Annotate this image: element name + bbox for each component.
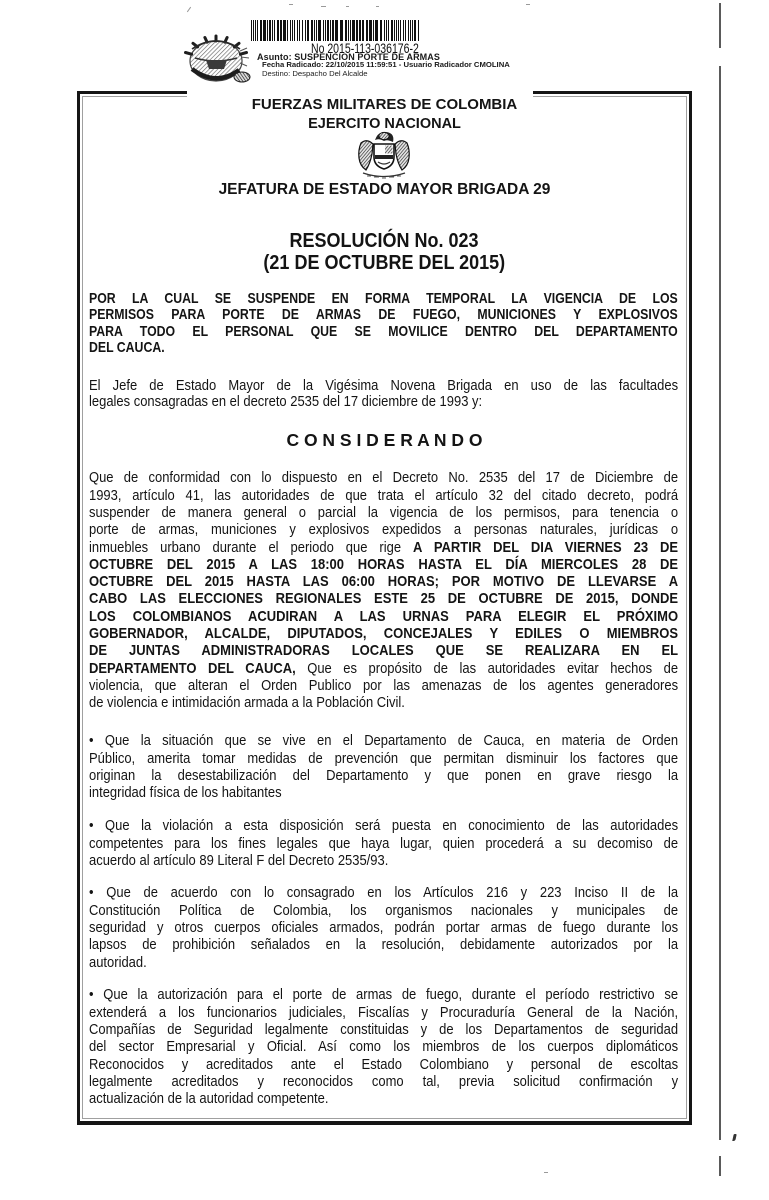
text-line [89,539,678,556]
barcode-bar [280,20,282,41]
scan-mark [187,7,191,12]
barcode-bar [269,20,271,41]
text-line: Constitución Política de Colombia, los organismos nacionales y municipales de [89,901,679,919]
barcode-bar [340,20,343,41]
barcode-bar [251,20,252,41]
barcode-bar [352,20,355,41]
frame-top-left [77,91,187,94]
institution-heading: FUERZAS MILITARES DE COLOMBIA [251,96,518,113]
unit-heading: JEFATURA DE ESTADO MAYOR BRIGADA 29 [218,181,551,198]
text-line [89,642,678,659]
barcode-bar [316,20,317,41]
barcode-bar [386,20,387,41]
stamp-filing-date: Fecha Radicado: 22/10/2015 11:59:51 - Usuario Radicador CMOLINA [262,60,510,69]
barcode-bar [253,20,254,41]
consideration-paragraph [89,884,678,970]
barcode-bar [314,20,315,41]
text-line [89,608,678,625]
text-line [89,590,678,607]
text-segment: inmuebles urbano durante el periodo que rige [89,538,414,556]
text-line: legales consagradas en el decreto 2535 del 17 diciembre de 1993 y: [89,393,483,411]
bold-text-segment: A PARTIR DEL DIA VIERNES 23 DE [413,538,679,556]
consideration-paragraph [89,469,678,711]
barcode-bar [412,20,413,41]
scan-mark [376,6,379,7]
text-line: acuerdo al artículo 89 Literal F del Decreto 2535/93. [89,851,389,869]
barcode-bar [408,20,409,41]
text-line: porte de armas, municiones y explosivos expedidos a personas naturales, jurídicas o [89,521,679,539]
stamp-destination: Destino: Despacho Del Alcalde [262,69,368,78]
resolution-date [77,251,692,275]
barcode-bar [373,20,374,41]
barcode-bar [418,20,419,41]
barcode-bar [350,20,351,41]
barcode-bar [335,20,338,41]
barcode-bar [356,20,358,41]
barcode-bar [267,20,268,41]
frame-bottom [77,1121,692,1125]
margin-line [719,66,721,1140]
bold-text-segment: LOS COLOMBIANOS ACUDIRAN A LAS URNAS PARA ELEGIR EL PRÓXIMO [89,607,679,625]
bold-text-segment: CABO LAS ELECCIONES REGIONALES ESTE 25 DE OCTUBRE DE 2015, DONDE [89,590,679,608]
barcode-bar [330,20,331,41]
bold-text-segment: GOBERNADOR, ALCALDE, DIPUTADOS, CONCEJALES Y EDILES O MIEMBROS [89,625,679,643]
branch-heading: EJERCITO NACIONAL [308,115,461,132]
barcode-bar [375,20,378,41]
barcode-bar [394,20,395,41]
text-line: del sector Empresarial y Oficial. Así como los miembros de los cuerpos diplomáticos [89,1038,679,1056]
barcode-bar [323,20,324,41]
text-line: El Jefe de Estado Mayor de la Vigésima Novena Brigada en uso de las facultades [89,376,679,394]
resolution-date-text: (21 DE OCTUBRE DEL 2015) [263,252,506,274]
barcode-bar [369,20,372,41]
barcode-bar [325,20,326,41]
barcode-bar [396,20,397,41]
text-line: DEL CAUCA. [89,339,165,357]
barcode-bar [260,20,262,41]
barcode-bar [391,20,393,41]
resolution-subject [89,291,678,357]
bold-text-segment: OCTUBRE DEL 2015 A LAS 18:00 HORAS HASTA EL DÍA MIERCOLES 28 DE [89,555,679,573]
text-line: de violencia e intimidación armada a la Población Civil. [89,694,405,712]
bold-text-segment: DE JUNTAS ADMINISTRADORAS LOCALES QUE SE REALIZARA EN EL [89,642,679,660]
barcode-bar [410,20,411,41]
text-line: actualización de la autoridad competente. [89,1090,329,1108]
text-line: integridad física de los habitantes [89,784,282,802]
text-line: POR LA CUAL SE SUSPENDE EN FORMA TEMPORAL LA VIGENCIA DE LOS [89,289,678,307]
barcode-bar [305,20,306,41]
barcode-bar [274,20,275,41]
barcode-bar [299,20,300,41]
barcode-image [251,20,422,41]
barcode-bar [327,20,329,41]
consideration-paragraph [89,732,678,801]
scan-mark [321,6,326,7]
barcode-bar [366,20,368,41]
barcode-bar [272,20,273,41]
barcode-bar [287,20,288,41]
text-line: 1993, artículo 41, las autoridades de que trata el artículo 32 del citado decreto, podrá [89,486,679,504]
barcode-bar [290,20,291,41]
text-line: Que de conformidad con lo dispuesto en el Decreto No. 2535 del 17 de Diciembre de [89,469,679,487]
text-line: • Que la situación que se vive en el Departamento de Cauca, en materia de Orden [89,732,679,750]
text-line: • Que de acuerdo con lo consagrado en los Artículos 216 y 223 Inciso II de la [89,884,679,902]
text-line: competentes para los fines legales que haya lugar, quien procederá a su decomiso de [89,834,679,852]
barcode-bar [294,20,295,41]
bold-text-segment: OCTUBRE DEL 2015 HASTA LAS 06:00 HORAS; POR MOTIVO DE LLEVARSE A [89,573,679,591]
scan-mark [346,6,349,7]
barcode-bar [380,20,382,41]
barcode-bar [403,20,404,41]
text-line: violencia, que alteran el Orden Publico por las amenazas de los agentes generadores [89,676,679,694]
text-line: Público, amerita tomar medidas de prevención que permitan disminuir los factores que [89,749,679,767]
barcode-bar [332,20,334,41]
scan-mark [732,1134,736,1141]
consideration-paragraph [89,986,678,1107]
margin-line [719,3,721,48]
text-line: autoridad. [89,953,147,971]
scan-mark [526,4,530,5]
barcode-bar [292,20,293,41]
stamp-subject: Asunto: SUSPENCION PORTE DE ARMAS [257,52,440,62]
margin-line [719,1156,721,1176]
text-line: • Que la violación a esta disposición será puesta en conocimiento de las autoridades [89,817,679,835]
text-segment: Que es propósito de las autoridades evitar hechos de [295,659,679,677]
text-line: legalmente acreditados y reconocidos como tal, previa solicitud confirmación y [89,1072,679,1090]
barcode-bar [405,20,406,41]
barcode-bar [398,20,399,41]
barcode-bar [255,20,256,41]
text-line: suspender de manera general o parcial la vigencia de los permisos, para tenencia o [89,503,679,521]
text-line: seguridad y otros cuerpos oficiales armados, podrán portar armas de fuego durante los [89,918,679,936]
text-line: Reconocidos y acreditados ante el Estado Colombiano y personal de escoltas [89,1055,679,1073]
barcode-bar [311,20,313,41]
barcode-bar [257,20,258,41]
barcode-bar [345,20,347,41]
frame-inner-line [82,1118,687,1119]
text-line: PERMISOS PARA PORTE DE ARMAS DE FUEGO, MUNICIONES Y EXPLOSIVOS [89,306,678,324]
radicado-number: No 2015-113-036176-2 [311,40,419,56]
text-line: lapsos de prohibición señalados en la resolución, debidamente autorizados por la [89,936,679,954]
text-line [89,660,678,677]
text-line: PARA TODO EL PERSONAL QUE SE MOVILICE DENTRO DEL DEPARTAMENTO [89,322,678,340]
text-line [89,625,678,642]
barcode-bar [348,20,349,41]
text-line: Compañías de Seguridad legalmente constituidas y de los Departamentos de seguridad [89,1020,679,1038]
preamble-paragraph [89,378,678,411]
text-line: • Que la autorización para el porte de armas de fuego, durante el período restrictivo se [89,986,679,1004]
text-line [89,573,678,590]
barcode-bar [318,20,321,41]
barcode-bar [362,20,364,41]
municipal-seal-stamp [183,27,251,87]
barcode-bar [359,20,361,41]
barcode-bar [307,20,309,41]
bold-text-segment: DEPARTAMENTO DEL CAUCA, [89,659,296,677]
barcode-bar [283,20,286,41]
text-line: extenderá a los funcionarios judiciales, Fiscalías y Procuraduría General de la Nación, [89,1003,679,1021]
barcode-bar [277,20,279,41]
barcode-bar [302,20,303,41]
barcode-bar [400,20,401,41]
text-line [89,556,678,573]
text-line: originan la desestabilización del Departamento y que ponen en grave riesgo la [89,766,679,784]
resolution-number-text: RESOLUCIÓN No. 023 [289,230,480,252]
barcode-bar [263,20,266,41]
consideration-paragraph [89,817,678,869]
barcode-bar [388,20,389,41]
frame-top-right [533,91,692,94]
army-coat-of-arms [357,130,411,180]
scan-mark [544,1172,548,1173]
resolution-number [77,229,692,253]
barcode-bar [384,20,385,41]
barcode-bar [297,20,298,41]
scan-mark [289,4,293,5]
considerando-heading: C O N S I D E R A N D O [286,430,483,450]
barcode-bar [414,20,416,41]
